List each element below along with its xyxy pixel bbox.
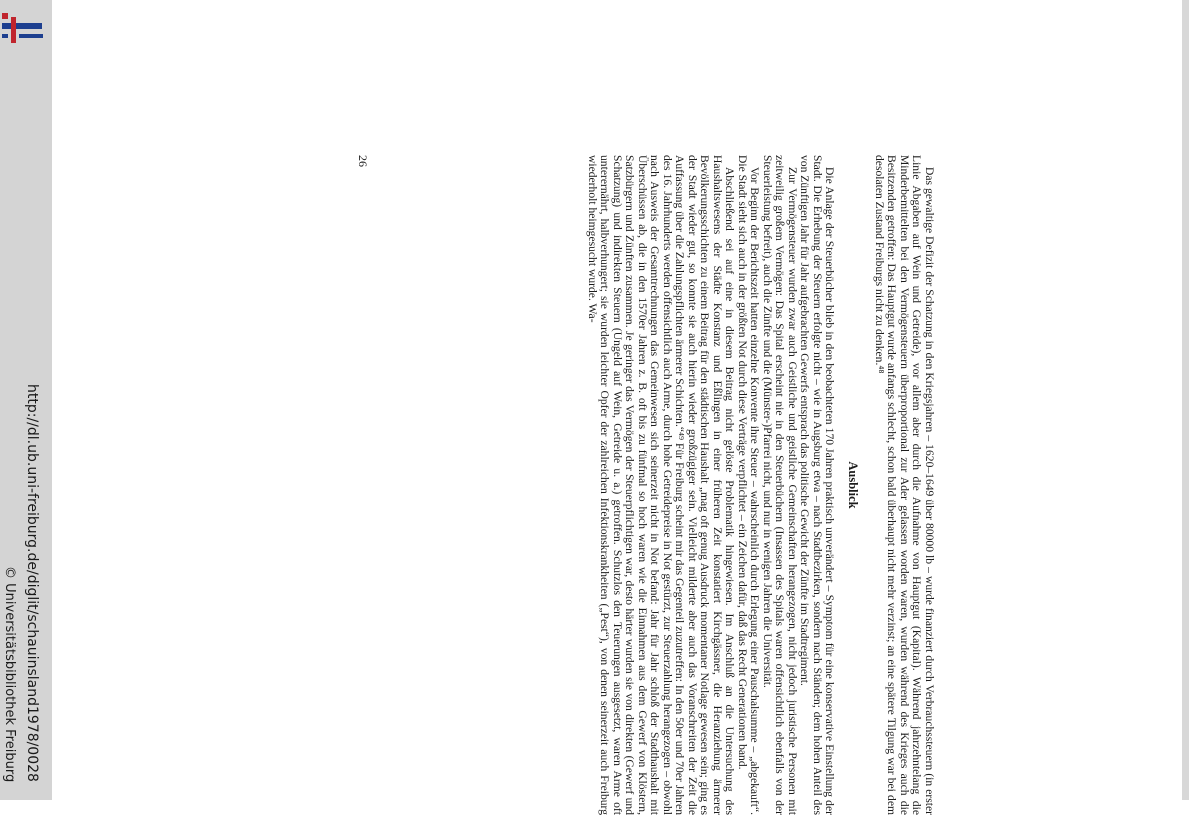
source-url[interactable]: http://dl.ub.uni-freiburg.de/diglit/schauinsland1978/0028: [24, 384, 40, 782]
scan-edge: [1182, 0, 1189, 800]
paragraph: Zur Vermögensteuer wurden zwar auch Geistliche und geistliche Gemeinschaften herangezogen, nicht jedoch juristische Personen mit zeitweilig großem Vermögen: Das Spital erscheint nie in den Steuerbüchern (Insassen des Spitals waren offensichtlich ebenfalls von der Steuerleistung befreit), auch die Zünfte und die (Münster-)Pfarrei nicht, und nur in wenigen Jahren die Universität.: [761, 155, 799, 815]
copyright-notice: © Universitätsbibliothek Freiburg: [2, 566, 17, 783]
page-number: 26: [356, 155, 370, 167]
scanned-page: [355, 155, 935, 815]
section-heading: Ausblick: [846, 461, 861, 509]
sidebar-band: [0, 0, 52, 800]
paragraph: Abschließend sei auf eine in diesem Beitrag nicht gelöste Problematik hingewiesen. Im Anschluß an die Untersuchung des Haushaltswesens der Städte Konstanz und Eßlingen in einer früheren Zeit konstatiert Kirchgässner, die Heranziehung ärmerer Bevölkerungsschichten zu einem Beitrag für den städtischen Haushalt „mag oft genug Ausdruck momentaner Notlage gewesen sein; ging es der Stadt wieder gut, so konnte sie auch hierin wieder großzügiger sein. Vielleicht milderte aber auch das Voranschreiten der Zeit die Auffassung über die Zahlungspflichten ärmerer Schichten.“⁴⁹ Für Freiburg scheint mir das Gegenteil zuzutreffen: In den 50er und 70er Jahren des 16. Jahrhunderts werden offensichtlich auch Arme, durch hohe Getreidepreise in Not gestürzt, zur Steuerzahlung herangezogen – obwohl nach Ausweis der Gesamtrechnungen das Gemeinwesen sich seinerzeit nicht in Not befand: Jahr für Jahr schloß der Stadthaushalt mit Überschüssen ab, die in den 1570er Jahren z. B. oft bis zu fünfmal so hoch waren wie die Einnahmen aus dem Gewerf von Klöstern, Satzbürgern und Zünften zusammen. Je geringer das Vermögen der Steuerpflichtigen war, desto härter wurden sie von direkten (Gewerf und Schatzung) und indirekten Steuern (Ungeld auf Wein, Getreide u. a.) getroffen. Schutzlos den Teuerungen ausgesetzt, waren Arme oft unterernährt, halbverhungert; sie wurden leichter Opfer der zahlreichen Infektionskrankheiten („Pest“), von denen seinerzeit auch Freiburg wiederholt heimgesucht wurde. Wa-: [586, 155, 737, 815]
ub-freiburg-logo-icon: [2, 10, 44, 50]
paragraph: Die Anlage der Steuerbücher blieb in den beobachteten 170 Jahren praktisch unverändert – Symptom für eine konservative Einstellung der Stadt. Die Erhebung der Steuern erfolgte nicht – wie in Augsburg etwa – nach Stadtbezirken, sondern nach Ständen; dem hohen Anteil des von Zünftigen Jahr für Jahr aufgebrachten Gewerfs entsprach das politische Gewicht der Zünfte im Stadtregiment.: [798, 155, 837, 815]
paragraph: Vor Beginn der Berichtszeit hatten einzelne Konvente ihre Steuer – wahrscheinlich durch Erlegung einer Pauschalsumme – „abgekauft“. Die Stadt sieht sich auch in der größten Not durch diese Verträge verpflichtet – ein Zeichen dafür, daß das Recht Generationen band.: [736, 155, 762, 815]
paragraph: Das gewaltige Defizit der Schatzung in den Kriegsjahren – 1620–1649 über 80000 lb – wurde finanziert durch Verbrauchssteuern (in erster Linie Abgaben auf Wein und Getreide), vor allem aber durch die Aufnahme von Hauptgut (Kapital). Während jahrzehntelang die Minderbemittelten bei den Vermögensteuern überproportional zur Ader gelassen worden waren, wurden während des Krieges auch die Besitzenden getroffen: Das Hauptgut wurde anfangs schlecht, schon bald überhaupt nicht mehr verzinst; an eine spätere Tilgung war bei dem desolaten Zustand Freiburgs nicht zu denken.⁴⁸: [873, 155, 936, 815]
